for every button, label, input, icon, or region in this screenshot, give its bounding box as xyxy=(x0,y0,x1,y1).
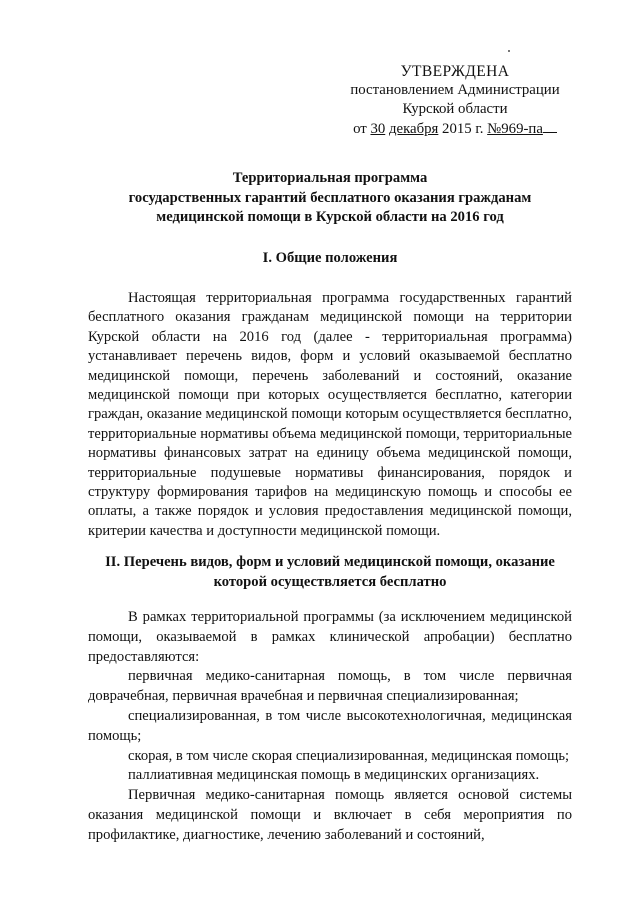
section-2-heading-line-2: которой осуществляется бесплатно xyxy=(213,574,447,590)
section-2-body xyxy=(88,608,572,846)
date-prefix: от xyxy=(353,121,367,137)
approval-date-line xyxy=(330,119,580,139)
date-month: декабря xyxy=(388,121,439,137)
scan-speck xyxy=(508,50,510,52)
date-day: 30 xyxy=(370,121,386,137)
approval-region: Курской области xyxy=(402,101,508,117)
approval-stamp xyxy=(330,62,580,139)
title-line-1: Территориальная программа xyxy=(232,170,428,186)
list-item: паллиативная медицинская помощь в медицинских организациях. xyxy=(128,767,540,784)
date-year: 2015 г. xyxy=(442,121,484,137)
title-line-2: государственных гарантий бесплатного оказания гражданам xyxy=(128,189,532,206)
list-item: специализированная, в том числе высокотехнологичная, медицинская помощь; xyxy=(88,707,572,744)
list-item: первичная медико-санитарная помощь, в том числе первичная доврачебная, первичная врачебная и первичная специализированная; xyxy=(88,668,572,705)
section-2-intro: В рамках территориальной программы (за исключением медицинской помощи, оказываемой в рамках клинической апробации) бесплатно предоставляются: xyxy=(88,609,572,665)
decree-number: №969-па xyxy=(487,121,543,137)
section-2-heading-line-1: II. Перечень видов, форм и условий медицинской помощи, оказание xyxy=(105,554,555,570)
underline-blank xyxy=(543,119,557,133)
section-1-heading: I. Общие положения xyxy=(262,250,398,266)
approval-word: УТВЕРЖДЕНА xyxy=(400,63,510,80)
document-title xyxy=(80,169,580,228)
section-2-last-paragraph: Первичная медико-санитарная помощь является основой системы оказания медицинской помощи и включает в себя мероприятия по профилактике, диагностике, лечению заболеваний и состояний, xyxy=(88,787,572,843)
section-2-heading xyxy=(88,552,572,592)
section-1-paragraph: Настоящая территориальная программа государственных гарантий бесплатного оказания гражданам медицинской помощи на территории Курской области на 2016 год (далее - территориальная программа) устанавливает перечень видов, форм и условий оказываемой бесплатно медицинской помощи, перечень заболеваний и состояний, оказание медицинской помощи при которых осуществляется бесплатно, категории граждан, оказание медицинской помощи которым осуществляется бесплатно, территориальные нормативы объема медицинской помощи, территориальные нормативы финансовых затрат на единицу объема медицинской помощи, территориальные подушевые нормативы финансирования, порядок и структуру формирования тарифов на медицинскую помощь и способы ее оплаты, а также порядок и условия предоставления медицинской помощи, критерии качества и доступности медицинской помощи. xyxy=(88,290,572,539)
list-item: скорая, в том числе скорая специализированная, медицинская помощь; xyxy=(128,747,570,764)
approval-issuer: постановлением Администрации xyxy=(350,82,560,98)
title-line-3: медицинской помощи в Курской области на 2016 год xyxy=(156,209,504,225)
